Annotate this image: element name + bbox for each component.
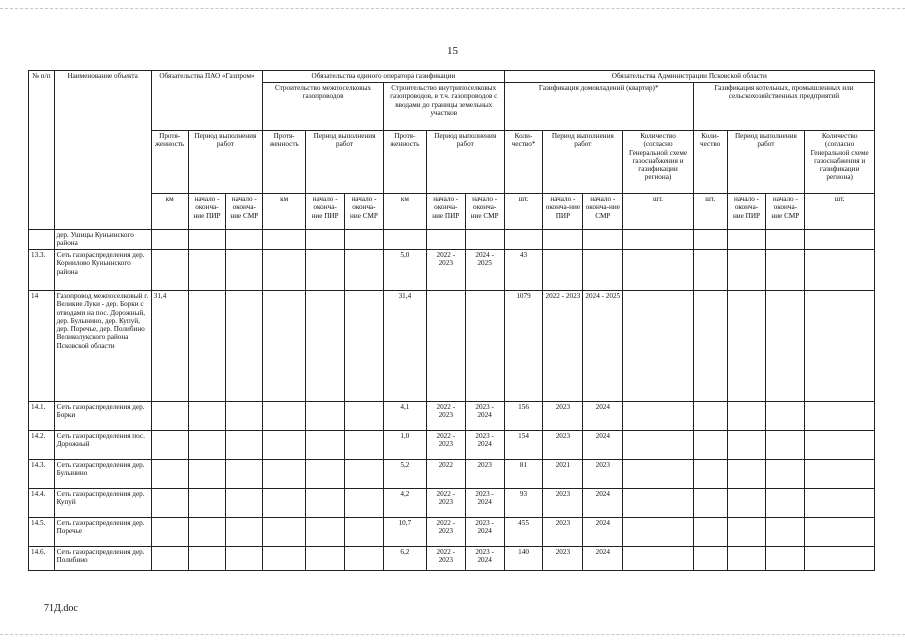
boilers-smr [766, 547, 805, 571]
operator-intra-smr [465, 291, 504, 402]
operator-intra-smr: 2023 - 2024 [465, 402, 504, 431]
header-operator-inter: Строительство межпоселковых газопроводов [263, 83, 384, 131]
boilers-smr [766, 402, 805, 431]
houses-pir: 2023 [543, 402, 583, 431]
boilers-general [805, 489, 875, 518]
gazprom-length [151, 547, 188, 571]
boilers-pir [727, 489, 766, 518]
boilers-pir [727, 518, 766, 547]
operator-inter-length [263, 460, 306, 489]
operator-intra-smr: 2024 - 2025 [465, 250, 504, 291]
operator-intra-length: 5,0 [383, 250, 426, 291]
boilers-pir [727, 431, 766, 460]
unit-km: км [151, 194, 188, 230]
header-admin: Обязательства Администрации Псковской области [504, 71, 874, 83]
boilers-general [805, 402, 875, 431]
operator-intra-smr: 2023 - 2024 [465, 518, 504, 547]
boilers-count [693, 291, 727, 402]
row-num: 14.4. [29, 489, 55, 518]
houses-count: 43 [504, 250, 543, 291]
table-header [29, 71, 875, 230]
houses-pir: 2022 - 2023 [543, 291, 583, 402]
operator-inter-smr [345, 431, 384, 460]
houses-count: 156 [504, 402, 543, 431]
table-row [29, 250, 875, 291]
operator-intra-length: 6,2 [383, 547, 426, 571]
unit-smr: начало - оконча-ние СМР [345, 194, 384, 230]
gazprom-smr [226, 547, 263, 571]
operator-intra-smr [465, 230, 504, 250]
header-name: Наименование объекта [54, 71, 151, 230]
table-row [29, 547, 875, 571]
houses-general [623, 402, 694, 431]
operator-intra-pir: 2022 - 2023 [426, 489, 465, 518]
operator-inter-smr [345, 460, 384, 489]
header-operator: Обязательства единого оператора газификации [263, 71, 504, 83]
boilers-count [693, 547, 727, 571]
operator-intra-smr: 2023 [465, 460, 504, 489]
houses-pir: 2021 [543, 460, 583, 489]
table-row [29, 460, 875, 489]
boilers-general [805, 230, 875, 250]
operator-inter-pir [306, 250, 345, 291]
boilers-smr [766, 460, 805, 489]
operator-intra-smr: 2023 - 2024 [465, 489, 504, 518]
gazprom-pir [188, 431, 226, 460]
operator-inter-pir [306, 291, 345, 402]
unit-pir: начало - оконча-ние ПИР [188, 194, 226, 230]
houses-smr [583, 250, 623, 291]
gazprom-smr [226, 518, 263, 547]
header-period: Период выполнения работ [543, 131, 623, 194]
scan-edge-top [0, 8, 905, 9]
unit-km: км [263, 194, 306, 230]
header-gazprom: Обязательства ПАО «Газпром» [151, 71, 262, 131]
gazprom-pir [188, 460, 226, 489]
operator-inter-length [263, 547, 306, 571]
table-row [29, 402, 875, 431]
houses-count: 81 [504, 460, 543, 489]
table-row [29, 431, 875, 460]
boilers-pir [727, 402, 766, 431]
operator-inter-smr [345, 489, 384, 518]
gazprom-length: 31,4 [151, 291, 188, 402]
boilers-smr [766, 250, 805, 291]
unit-pcs: шт. [623, 194, 694, 230]
row-name: Сеть газораспределения пос. Дорожный [54, 431, 151, 460]
gazprom-length [151, 431, 188, 460]
operator-intra-length: 4,1 [383, 402, 426, 431]
footer-filename: 71Д.doc [44, 603, 78, 614]
operator-inter-smr [345, 291, 384, 402]
houses-general [623, 291, 694, 402]
houses-count: 93 [504, 489, 543, 518]
operator-inter-pir [306, 547, 345, 571]
gazprom-pir [188, 250, 226, 291]
operator-intra-pir [426, 291, 465, 402]
boilers-smr [766, 431, 805, 460]
operator-intra-length [383, 230, 426, 250]
row-num: 14.2. [29, 431, 55, 460]
boilers-smr [766, 291, 805, 402]
table-row [29, 230, 875, 250]
boilers-smr [766, 489, 805, 518]
houses-general [623, 518, 694, 547]
operator-intra-length: 4,2 [383, 489, 426, 518]
header-length: Протя-женность [383, 131, 426, 194]
header-length: Протя-женность [263, 131, 306, 194]
gazprom-length [151, 489, 188, 518]
boilers-count [693, 431, 727, 460]
houses-smr: 2024 [583, 547, 623, 571]
houses-count: 140 [504, 547, 543, 571]
row-name: Сеть газораспределения дер. Булынино [54, 460, 151, 489]
operator-inter-smr [345, 250, 384, 291]
unit-pcs: шт. [693, 194, 727, 230]
operator-intra-smr: 2023 - 2024 [465, 431, 504, 460]
table-row [29, 489, 875, 518]
boilers-pir [727, 291, 766, 402]
houses-pir: 2023 [543, 489, 583, 518]
gazprom-pir [188, 518, 226, 547]
row-name: Сеть газораспределения дер. Поречье [54, 518, 151, 547]
gazprom-length [151, 402, 188, 431]
boilers-general [805, 547, 875, 571]
operator-intra-pir: 2022 - 2023 [426, 402, 465, 431]
houses-pir: 2023 [543, 518, 583, 547]
scan-edge-bottom [0, 634, 905, 635]
header-count: Коли-чество* [504, 131, 543, 194]
unit-pir: начало - оконча-ние ПИР [543, 194, 583, 230]
houses-smr [583, 230, 623, 250]
unit-pir: начало - оконча-ние ПИР [727, 194, 766, 230]
page-number: 15 [447, 45, 458, 57]
header-period: Период выполнения работ [188, 131, 263, 194]
unit-pcs: шт. [805, 194, 875, 230]
header-admin-houses: Газификация домовладений (квартир)* [504, 83, 693, 131]
operator-inter-smr [345, 230, 384, 250]
operator-intra-pir: 2022 - 2023 [426, 250, 465, 291]
operator-intra-length: 5,2 [383, 460, 426, 489]
boilers-pir [727, 250, 766, 291]
header-period: Период выполнения работ [306, 131, 384, 194]
boilers-general [805, 291, 875, 402]
houses-pir: 2023 [543, 547, 583, 571]
operator-intra-length: 1,0 [383, 431, 426, 460]
operator-intra-pir: 2022 - 2023 [426, 518, 465, 547]
gazprom-pir [188, 402, 226, 431]
houses-general [623, 460, 694, 489]
unit-smr: начало - оконча-ние СМР [766, 194, 805, 230]
operator-inter-pir [306, 518, 345, 547]
boilers-smr [766, 230, 805, 250]
gazprom-length [151, 250, 188, 291]
houses-general [623, 489, 694, 518]
boilers-count [693, 518, 727, 547]
boilers-count [693, 250, 727, 291]
houses-count: 1079 [504, 291, 543, 402]
houses-general [623, 230, 694, 250]
gazprom-smr [226, 489, 263, 518]
houses-general [623, 431, 694, 460]
boilers-general [805, 250, 875, 291]
header-admin-boilers: Газификация котельных, промышленных или сельскохозяйственных предприятий [693, 83, 874, 131]
operator-inter-smr [345, 402, 384, 431]
gazprom-smr [226, 431, 263, 460]
unit-pcs: шт. [504, 194, 543, 230]
unit-pir: начало - оконча-ние ПИР [306, 194, 345, 230]
houses-pir: 2023 [543, 431, 583, 460]
operator-inter-pir [306, 460, 345, 489]
gazprom-pir [188, 230, 226, 250]
houses-general [623, 547, 694, 571]
row-name: Газопровод межпоселковый г. Великие Луки - дер. Борки с отводами на пос. Дорожный, дер. Булынино, дер. Купуй, дер. Поречье, дер. Полибино Великолукского района Псковской области [54, 291, 151, 402]
houses-smr: 2024 - 2025 [583, 291, 623, 402]
gazprom-smr [226, 230, 263, 250]
boilers-general [805, 431, 875, 460]
boilers-smr [766, 518, 805, 547]
operator-inter-length [263, 291, 306, 402]
row-name: Сеть газораспределения дер. Полибино [54, 547, 151, 571]
operator-inter-smr [345, 547, 384, 571]
operator-intra-pir [426, 230, 465, 250]
operator-inter-length [263, 431, 306, 460]
operator-inter-pir [306, 431, 345, 460]
row-name: Сеть газораспределения дер. Борки [54, 402, 151, 431]
table-row [29, 518, 875, 547]
houses-smr: 2024 [583, 402, 623, 431]
boilers-general [805, 460, 875, 489]
operator-inter-length [263, 489, 306, 518]
operator-inter-pir [306, 489, 345, 518]
row-num [29, 230, 55, 250]
header-qty-general: Количество (согласно Генеральной схеме газоснабжения и газификации региона) [623, 131, 694, 194]
houses-smr: 2024 [583, 489, 623, 518]
boilers-pir [727, 460, 766, 489]
operator-inter-smr [345, 518, 384, 547]
header-operator-intra: Строительство внутрипоселковых газопроводов, в т.ч. газопроводов с вводами до границы земельных участков [383, 83, 504, 131]
gazprom-smr [226, 402, 263, 431]
operator-inter-pir [306, 402, 345, 431]
header-period: Период выполнения работ [426, 131, 504, 194]
boilers-count [693, 402, 727, 431]
houses-count: 455 [504, 518, 543, 547]
header-length: Протя-женность [151, 131, 188, 194]
table-body [29, 230, 875, 571]
row-name: Сеть газораспределения дер. Корнилово Куньинского района [54, 250, 151, 291]
unit-pir: начало - оконча-ние ПИР [426, 194, 465, 230]
gazprom-smr [226, 291, 263, 402]
row-num: 14.3. [29, 460, 55, 489]
row-name: Сеть газораспределения дер. Купуй [54, 489, 151, 518]
boilers-pir [727, 230, 766, 250]
header-count: Коли-чество [693, 131, 727, 194]
houses-general [623, 250, 694, 291]
operator-inter-length [263, 230, 306, 250]
unit-smr: начало - оконча-ние СМР [226, 194, 263, 230]
gazprom-pir [188, 489, 226, 518]
operator-intra-pir: 2022 - 2023 [426, 431, 465, 460]
boilers-general [805, 518, 875, 547]
operator-inter-length [263, 402, 306, 431]
header-qty-general: Количество (согласно Генеральной схеме газоснабжения и газификации региона) [805, 131, 875, 194]
operator-intra-length: 31,4 [383, 291, 426, 402]
gasification-table [28, 70, 875, 571]
houses-count [504, 230, 543, 250]
operator-intra-smr: 2023 - 2024 [465, 547, 504, 571]
operator-inter-length [263, 250, 306, 291]
unit-km: км [383, 194, 426, 230]
boilers-count [693, 489, 727, 518]
header-period: Период выполнения работ [727, 131, 805, 194]
row-name: дер. Ушицы Куньинского района [54, 230, 151, 250]
gazprom-pir [188, 291, 226, 402]
gazprom-smr [226, 460, 263, 489]
houses-smr: 2024 [583, 518, 623, 547]
unit-smr: начало - оконча-ние СМР [583, 194, 623, 230]
row-num: 14 [29, 291, 55, 402]
header-num: № п/п [29, 71, 55, 230]
row-num: 13.3. [29, 250, 55, 291]
houses-smr: 2023 [583, 460, 623, 489]
row-num: 14.5. [29, 518, 55, 547]
operator-inter-length [263, 518, 306, 547]
operator-intra-length: 10,7 [383, 518, 426, 547]
boilers-count [693, 230, 727, 250]
gazprom-pir [188, 547, 226, 571]
gazprom-length [151, 230, 188, 250]
row-num: 14.6. [29, 547, 55, 571]
boilers-pir [727, 547, 766, 571]
operator-intra-pir: 2022 [426, 460, 465, 489]
row-num: 14.1. [29, 402, 55, 431]
houses-pir [543, 230, 583, 250]
operator-inter-pir [306, 230, 345, 250]
gazprom-smr [226, 250, 263, 291]
table-row [29, 291, 875, 402]
boilers-count [693, 460, 727, 489]
gazprom-length [151, 460, 188, 489]
unit-smr: начало - оконча-ние СМР [465, 194, 504, 230]
houses-pir [543, 250, 583, 291]
houses-smr: 2024 [583, 431, 623, 460]
gazprom-length [151, 518, 188, 547]
operator-intra-pir: 2022 - 2023 [426, 547, 465, 571]
houses-count: 154 [504, 431, 543, 460]
